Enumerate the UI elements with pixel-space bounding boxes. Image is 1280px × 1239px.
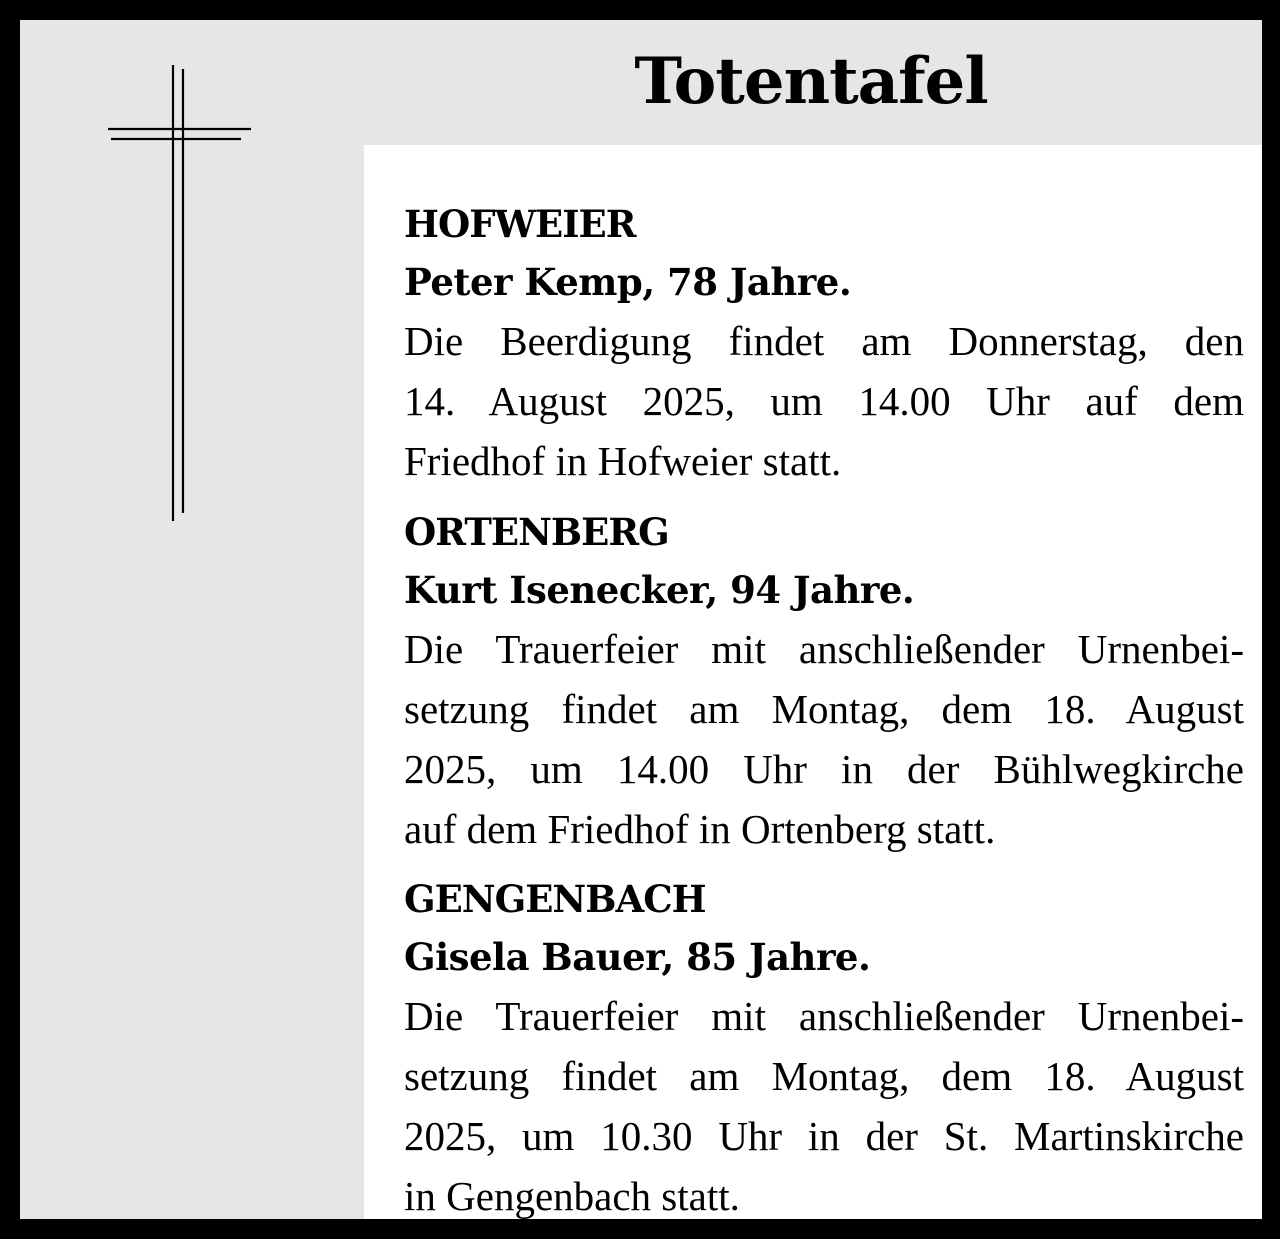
notice-text-line: 2025, um 10.30 Uhr in der St. Martinskirche <box>404 1113 1244 1159</box>
notice-text-line: 2025, um 14.00 Uhr in der Bühlwegkirche <box>404 746 1244 792</box>
notice-person: Peter Kemp, 78 Jahre. <box>404 260 852 304</box>
notice-text-line: auf dem Friedhof in Ortenberg statt. <box>404 806 996 852</box>
notice-text-line: setzung findet am Montag, dem 18. August <box>404 686 1244 732</box>
page-title: Totentafel <box>634 44 988 119</box>
notice-text-line: in Gengenbach statt. <box>404 1173 740 1219</box>
notice-person: Gisela Bauer, 85 Jahre. <box>404 935 871 979</box>
notice-text-line: Die Trauerfeier mit anschließender Urnenbei- <box>404 993 1244 1039</box>
notice-text-line: Friedhof in Hofweier statt. <box>404 438 842 484</box>
notice-text-line: Die Trauerfeier mit anschließender Urnenbei- <box>404 626 1244 672</box>
notice-item <box>404 195 1244 491</box>
obituary-panel <box>20 20 1262 1219</box>
notice-text <box>404 311 1244 491</box>
notice-text <box>404 619 1244 859</box>
notices-area <box>364 145 1262 1219</box>
notice-text-line: 14. August 2025, um 14.00 Uhr auf dem <box>404 378 1244 424</box>
notice-person: Kurt Isenecker, 94 Jahre. <box>404 568 915 612</box>
notice-text <box>404 986 1244 1226</box>
notice-text-line: setzung findet am Montag, dem 18. August <box>404 1053 1244 1099</box>
notice-place: GENGENBACH <box>404 877 706 921</box>
notice-place: HOFWEIER <box>404 202 636 246</box>
notice-text-line: Die Beerdigung findet am Donnerstag, den <box>404 318 1244 364</box>
notice-item <box>404 870 1244 1226</box>
notice-item <box>404 503 1244 859</box>
notice-place: ORTENBERG <box>404 510 669 554</box>
cross-icon <box>108 65 258 525</box>
